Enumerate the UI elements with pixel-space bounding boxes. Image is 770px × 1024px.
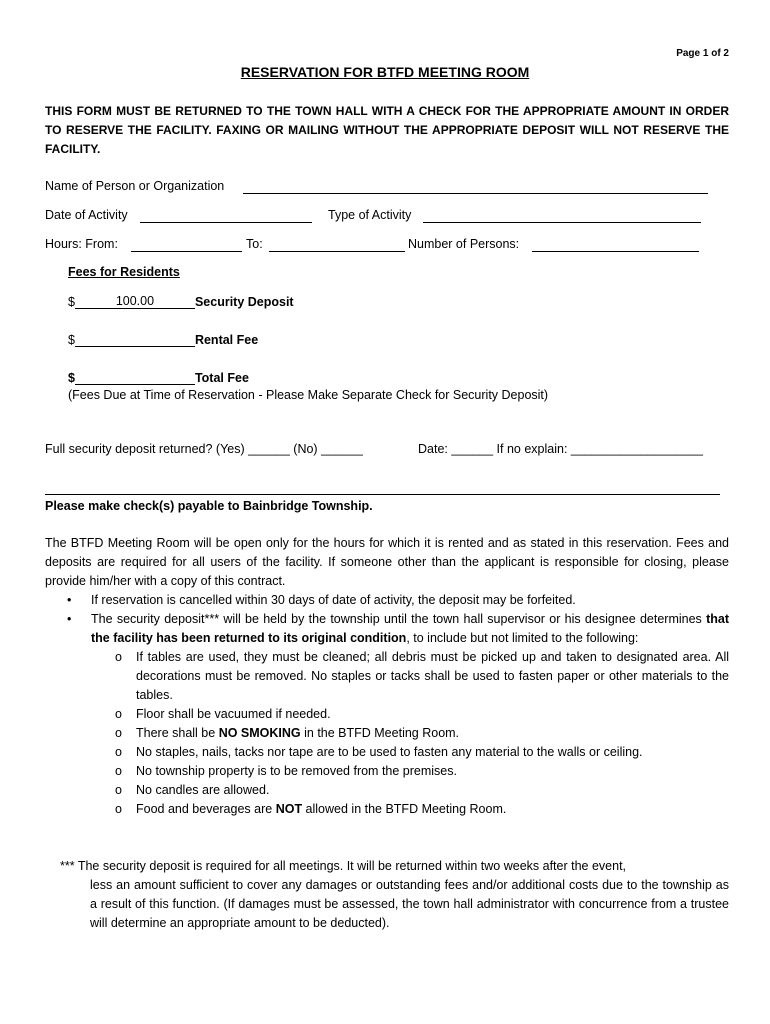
persons-label: Number of Persons: [408, 237, 520, 251]
currency-sign: $ [68, 295, 75, 309]
persons-field[interactable] [532, 251, 699, 252]
circle-bullet-icon: o [115, 802, 122, 816]
rule-text: allowed in the BTFD Meeting Room. [302, 802, 507, 816]
currency-sign: $ [68, 371, 75, 385]
rule-text: If tables are used, they must be cleaned; all debris must be picked up and taken to designated area. All decorations must be removed. No staples or tacks shall be used to fasten paper or other materials to the tables. [136, 650, 729, 702]
circle-bullet-icon: o [115, 764, 122, 778]
type-field[interactable] [423, 222, 701, 223]
circle-bullet-icon: o [115, 707, 122, 721]
total-fee-row [68, 370, 249, 385]
deposit-returned-question[interactable]: Full security deposit returned? (Yes) ______ (No) ______ [45, 442, 363, 456]
name-field[interactable] [243, 193, 708, 194]
rental-fee-label: Rental Fee [194, 333, 259, 347]
footnote [60, 857, 729, 933]
bullet-icon: • [67, 593, 72, 607]
deposit-return-date[interactable]: Date: ______ If no explain: ___________________ [418, 442, 703, 456]
rule-text: No staples, nails, tacks nor tape are to be used to fasten any material to the walls or ceiling. [136, 745, 643, 759]
date-field[interactable] [140, 222, 312, 223]
page-number: Page 1 of 2 [676, 48, 729, 59]
footnote-first-line: *** The security deposit is required for all meetings. It will be returned within two weeks after the event, [60, 859, 627, 873]
security-deposit-label: Security Deposit [194, 295, 294, 309]
fees-header: Fees for Residents [68, 265, 180, 279]
circle-bullet-icon: o [115, 650, 122, 664]
sub-rules-list [91, 648, 729, 819]
type-label: Type of Activity [328, 208, 412, 222]
rental-fee-row [68, 332, 258, 347]
fees-note: (Fees Due at Time of Reservation - Please Make Separate Check for Security Deposit) [68, 388, 549, 402]
list-item [115, 648, 729, 705]
bullet-icon: • [67, 612, 72, 626]
list-item [67, 591, 729, 610]
rule-text: No township property is to be removed from the premises. [136, 764, 457, 778]
rule-text: Floor shall be vacuumed if needed. [136, 707, 331, 721]
rule-text: There shall be [136, 726, 219, 740]
list-item [115, 762, 729, 781]
circle-bullet-icon: o [115, 745, 122, 759]
circle-bullet-icon: o [115, 783, 122, 797]
currency-sign: $ [68, 333, 75, 347]
total-fee-amount[interactable] [75, 370, 195, 385]
hours-from-field[interactable] [131, 251, 242, 252]
total-fee-label: Total Fee [194, 371, 249, 385]
security-deposit-amount[interactable]: 100.00 [75, 294, 195, 309]
name-label: Name of Person or Organization [45, 179, 225, 193]
circle-bullet-icon: o [115, 726, 122, 740]
hours-to-field[interactable] [269, 251, 405, 252]
rule-text: Food and beverages are [136, 802, 276, 816]
rules-list [45, 591, 729, 819]
list-item [115, 800, 729, 819]
notice-text: THIS FORM MUST BE RETURNED TO THE TOWN HALL WITH A CHECK FOR THE APPROPRIATE AMOUNT IN ORDER TO RESERVE THE FACILITY. FAXING OR MAILING WITHOUT THE APPROPRIATE DEPOSIT WILL NOT RESERVE THE FACILITY. [45, 104, 729, 156]
date-label: Date of Activity [45, 208, 128, 222]
list-item [115, 743, 729, 762]
footnote-continuation: less an amount sufficient to cover any damages or outstanding fees and/or additional costs due to the township as a result of this function. (If damages must be assessed, the town hall administrator with concurrence from a trustee will determine an appropriate amount to be deducted). [90, 878, 729, 930]
divider-line [45, 494, 720, 495]
hours-from-label: Hours: From: [45, 237, 118, 251]
rule-text-bold: that the facility has been returned to its original condition [91, 612, 729, 645]
list-item [115, 724, 729, 743]
rules-intro: The BTFD Meeting Room will be open only for the hours for which it is rented and as stated in this reservation. Fees and deposits are required for all users of the facility. If someone other than the applicant is responsible for closing, please provide him/her with a copy of this contract. [45, 536, 729, 588]
rule-text-bold: NOT [275, 802, 303, 816]
rule-text-bold: NO SMOKING [218, 726, 301, 740]
rule-text: The security deposit*** will be held by the township until the town hall supervisor or his designee determines [91, 612, 707, 626]
list-item [115, 705, 729, 724]
rule-text: No candles are allowed. [136, 783, 270, 797]
list-item [115, 781, 729, 800]
hours-to-label: To: [246, 237, 263, 251]
page-title: RESERVATION FOR BTFD MEETING ROOM [240, 64, 530, 80]
payable-instruction: Please make check(s) payable to Bainbridge Township. [45, 499, 373, 513]
list-item [67, 610, 729, 819]
security-deposit-row [68, 294, 294, 309]
rental-fee-amount[interactable] [75, 332, 195, 347]
rule-text: in the BTFD Meeting Room. [300, 726, 460, 740]
rule-text: If reservation is cancelled within 30 days of date of activity, the deposit may be forfeited. [91, 593, 576, 607]
rules-section [45, 534, 729, 819]
rule-text: , to include but not limited to the following: [406, 631, 639, 645]
